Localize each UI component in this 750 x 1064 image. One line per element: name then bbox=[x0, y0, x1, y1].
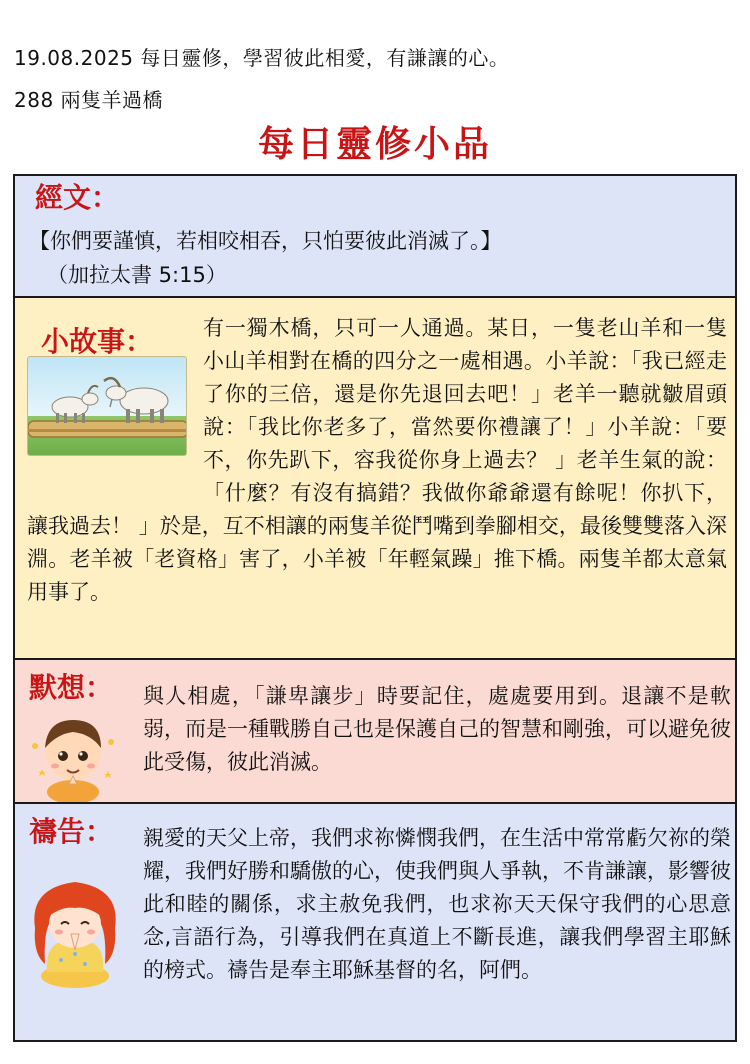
praying-girl-icon bbox=[21, 868, 129, 990]
story-float-block bbox=[27, 312, 203, 480]
prayer-label: 禱告： bbox=[29, 815, 114, 848]
meditation-section bbox=[13, 658, 737, 804]
scripture-section bbox=[13, 174, 737, 298]
scripture-reference: （加拉太書 5:15） bbox=[47, 263, 227, 287]
prayer-section bbox=[13, 802, 737, 1042]
praying-boy-icon bbox=[25, 706, 121, 802]
devotion-number-title: 288 兩隻羊過橋 bbox=[14, 88, 164, 112]
story-text: 有一獨木橋，只可一人通過。某日，一隻老山羊和一隻小山羊相對在橋的四分之一處相遇。小羊說：「我已經走了你的三倍，還是你先退回去吧！」老羊一聽就皺眉頭說：「我比你老多了，當然要你禮讓了！」小羊說：「要不，你先趴下，容我從你身上過去？ 」老羊生氣的說：「什麼？有沒有搞錯？我做你爺爺還有餘呢！你扒下，讓我過去！ 」於是，互不相讓的兩隻羊從鬥嘴到拳腳相交，最後雙雙落入深淵。老羊被「老資格」害了，小羊被「年輕氣躁」推下橋。兩隻羊都太意氣用事了。 bbox=[27, 316, 727, 604]
meditation-label: 默想： bbox=[29, 671, 114, 704]
goats-on-bridge-icon bbox=[27, 356, 187, 456]
story-section bbox=[13, 296, 737, 660]
story-body bbox=[27, 312, 727, 609]
story-label: 小故事： bbox=[41, 325, 154, 358]
scripture-verse: 【你們要謹慎，若相咬相吞，只怕要彼此消滅了。】 bbox=[29, 229, 502, 253]
prayer-text: 親愛的天父上帝，我們求祢憐憫我們，在生活中常常虧欠祢的榮耀，我們好勝和驕傲的心，使我們與人爭執，不肯謙讓，影響彼此和睦的關係，求主赦免我們，也求祢天天保守我們的心思意念,言語行為，引導我們在真道上不斷長進，讓我們學習主耶穌的榜式。禱告是奉主耶穌基督的名，阿們。 bbox=[143, 826, 731, 982]
scripture-label: 經文： bbox=[35, 181, 120, 214]
date-line: 19.08.2025 每日靈修，學習彼此相愛，有謙讓的心。 bbox=[14, 46, 510, 70]
page-title: 每日靈修小品 bbox=[257, 124, 492, 165]
meditation-text: 與人相處，「謙卑讓步」時要記住，處處要用到。退讓不是軟弱，而是一種戰勝自己也是保護自己的智慧和剛強，可以避免彼此受傷，彼此消滅。 bbox=[143, 684, 731, 774]
